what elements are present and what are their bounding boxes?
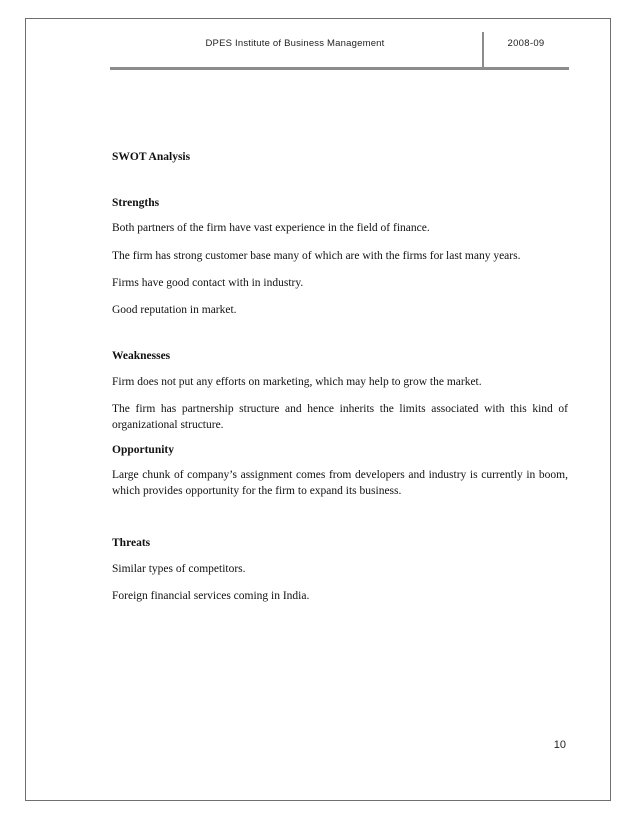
weakness-item: The firm has partnership structure and hence inherits the limits associated with this kind of organizational structure. — [112, 403, 568, 431]
strength-item: Good reputation in market. — [112, 304, 237, 316]
strengths-heading: Strengths — [112, 197, 160, 209]
threat-item: Similar types of competitors. — [112, 563, 246, 575]
weaknesses-heading: Weaknesses — [112, 350, 171, 362]
strength-item: Both partners of the firm have vast experience in the field of finance. — [112, 222, 430, 234]
opportunity-item: Large chunk of company’s assignment comes from developers and industry is currently in boom, which provides opportunity for the firm to expand its business. — [112, 469, 568, 497]
threat-item: Foreign financial services coming in India. — [112, 590, 310, 602]
strength-item: The firm has strong customer base many of which are with the firms for last many years. — [112, 250, 521, 262]
weakness-item: Firm does not put any efforts on marketing, which may help to grow the market. — [112, 376, 482, 388]
page-number: 10 — [553, 739, 566, 751]
strength-item: Firms have good contact with in industry. — [112, 277, 304, 289]
opportunity-heading: Opportunity — [112, 444, 174, 456]
header-divider-vertical — [482, 32, 484, 69]
threats-heading: Threats — [112, 537, 151, 549]
header-year: 2008-09 — [507, 38, 545, 49]
header-rule — [110, 67, 569, 70]
header-institute: DPES Institute of Business Management — [205, 38, 385, 49]
document-title: SWOT Analysis — [112, 151, 191, 163]
